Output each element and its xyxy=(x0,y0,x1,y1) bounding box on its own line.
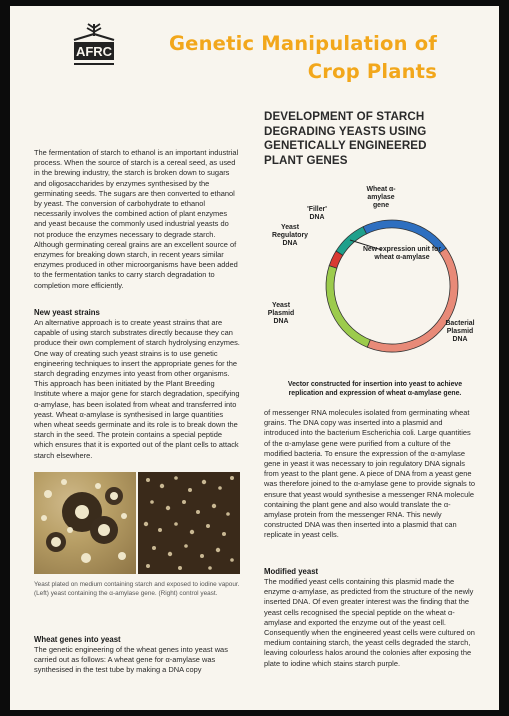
title-line-1: Genetic Manipulation of xyxy=(168,32,437,55)
photo-left-yeast-plate xyxy=(34,472,136,574)
diagram-title-line-3: GENETICALLY ENGINEERED xyxy=(264,139,427,152)
section-new-yeast xyxy=(34,307,240,461)
label-regulatory-dna: Yeast Regulatory DNA xyxy=(272,224,308,247)
plasmid-diagram xyxy=(264,174,480,374)
right-text: of messenger RNA molecules isolated from germinating wheat grains. The DNA copy was inserted into a plasmid and introduced into the bacterium Escherichia coli. Large quantities of the α-amylase gene were purified from a culture of the modified bacteria. To ensure the expression of the α-amylase gene in yeast it was necessary to join regulatory DNA signals from yeast to the plant gene. A piece of DNA from a yeast gene was therefore joined to the α-amylase gene to provide signals to ensure that yeast would synthesise a messenger RNA molecule containing the plant gene and also would translate the α-amylase protein from the messenger RNA. This newly constructed DNA was then inserted into a plasmid that can replicate in yeast cells. xyxy=(264,408,476,540)
photo-caption: Yeast plated on medium containing starch and exposed to iodine vapour. (Left) yeast containing the α-amylase gene. (Right) control yeast. xyxy=(34,581,240,597)
poster-title xyxy=(137,30,437,86)
label-yeast-plasmid: Yeast Plasmid DNA xyxy=(267,302,295,325)
wheat-emblem-icon xyxy=(68,20,120,68)
section-modified-yeast xyxy=(264,566,477,669)
intro-paragraph xyxy=(34,148,240,291)
label-wheat-gene: Wheat α-amylase gene xyxy=(366,186,396,209)
section-text: The modified yeast cells containing this plasmid made the enzyme α-amylase, as predicted from the structure of the newly inserted DNA. Of even greater interest was the finding that the yeast cells recognised the special peptide on the wheat α-amylase and exported the enzyme out of the yeast cell. Consequently when the engineered yeast cells were cultured on medium containing starch, the yeast cells degraded the starch, leaving colourless halos around the colonies after exposing the plate to iodine which stains starch purple. xyxy=(264,577,475,668)
label-bacterial-plasmid: Bacterial Plasmid DNA xyxy=(445,320,475,343)
diagram-caption: Vector constructed for insertion into yeast to achieve replication and expression of wheat α-amylase gene. xyxy=(287,381,463,398)
poster-sheet xyxy=(10,6,499,710)
intro-text: The fermentation of starch to ethanol is an important industrial process. When the source of starch is a cereal seed, as used in the brewing industry, the starch is broken down to sugars and oligosaccharides by enzymes synthesised by the germinating seeds. The sugars are then converted to ethanol by yeast. The conversion of carbohydrate to ethanol necessarily involves the combined action of plant enzymes and yeast because the commonly used industrial yeasts do not produce the enzymes necessary to degrade starch. Although germinating cereal grains are an excellent source of enzymes for breaking down starch, in recent years similar enzymes produced in other microorganisms have been added to the fermentation tanks to carry starch degradation to completion more efficiently. xyxy=(34,148,239,290)
section-text: The genetic engineering of the wheat genes into yeast was carried out as follows: A wheat gene for α-amylase was synthesised in the test tube by making a DNA copy xyxy=(34,645,228,675)
title-line-2: Crop Plants xyxy=(307,60,437,83)
section-heading: Wheat genes into yeast xyxy=(34,635,121,644)
section-heading: New yeast strains xyxy=(34,308,100,317)
afrc-logo xyxy=(68,20,120,68)
photo-right-control-plate xyxy=(138,472,240,574)
diagram-title-line-2: DEGRADING YEASTS USING xyxy=(264,124,427,138)
diagram-title-line-1: DEVELOPMENT OF STARCH xyxy=(264,110,425,123)
section-text: An alternative approach is to create yeast strains that are capable of using starch substrates directly because they can produce their own complement of starch hydrolysing enzymes. One way of creating such yeast strains is to use genetic engineering techniques to insert the appropriate genes for the starch degrading enzymes into yeast from other organisms. This approach has been initiated by the Plant Breeding Institute where a major gene for starch degradation, specifying α-amylase, has been isolated from wheat and transferred into yeast. Wheat α-amylase is synthesised in large quantities when wheat seeds germinate and its role is to break down the starch in the seed. The protein contains a special peptide which ensures that it is exported out of the plant cells to attack starch elsewhere. xyxy=(34,318,240,460)
section-heading: Modified yeast xyxy=(264,567,319,576)
right-paragraph xyxy=(264,408,477,541)
label-new-expression-unit: New expression unit for wheat α-amylase xyxy=(362,246,442,261)
logo-text: AFRC xyxy=(75,44,113,59)
diagram-title-line-4: PLANT GENES xyxy=(264,153,348,167)
label-filler-dna: 'Filler' DNA xyxy=(307,206,327,221)
diagram-title xyxy=(264,110,484,168)
segment-yeast-plasmid xyxy=(326,266,370,348)
section-wheat-genes xyxy=(34,634,240,676)
